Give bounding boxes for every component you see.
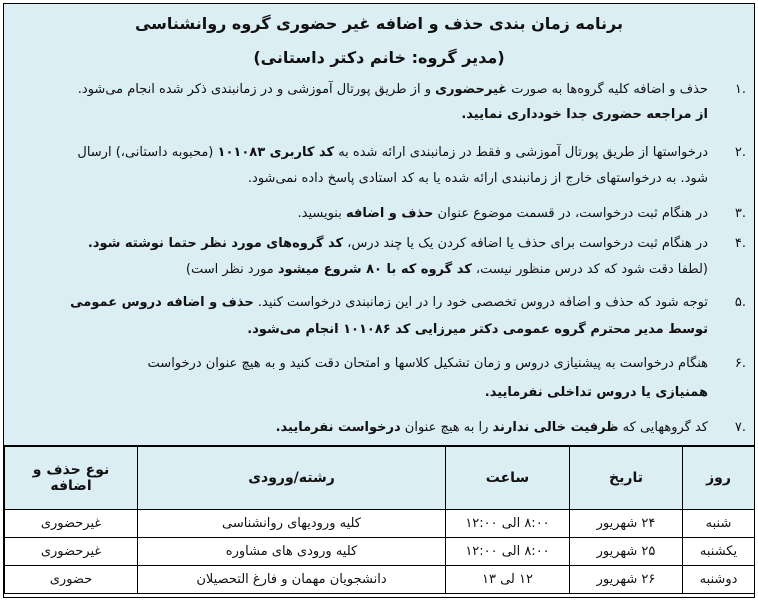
cell-major: کلیه ورودیهای روانشناسی <box>138 510 446 538</box>
header-date: تاریخ <box>570 447 683 510</box>
item-line <box>16 420 708 445</box>
cell-type: حضوری <box>5 566 138 594</box>
item-text <box>16 236 708 288</box>
instruction-item <box>16 356 746 414</box>
table-header-row <box>5 447 755 510</box>
cell-major: کلیه ورودی های مشاوره <box>138 538 446 566</box>
instruction-item <box>16 236 746 288</box>
bold-text: حذف و اضافه <box>345 206 434 221</box>
item-text <box>16 295 708 349</box>
item-line <box>16 206 708 231</box>
cell-type: غیرحضوری <box>5 538 138 566</box>
cell-date: ۲۶ شهریور <box>570 566 683 594</box>
cell-day: یکشنبه <box>683 538 755 566</box>
bold-text: توسط مدیر محترم گروه عمومی دکتر میرزایی کد ۱۰۱۰۸۶ انجام می‌شود. <box>247 322 708 337</box>
bold-text: کد گروه‌های مورد نظر حتما نوشته شود. <box>87 236 344 251</box>
item-text <box>16 82 708 132</box>
cell-time: ۱۲ لی ۱۳ <box>446 566 570 594</box>
instruction-item <box>16 295 746 349</box>
cell-type: غیرحضوری <box>5 510 138 538</box>
table-row <box>5 566 755 594</box>
plain-text: بنویسید. <box>297 206 346 221</box>
bold-text: درخواست نفرمایید. <box>275 420 401 435</box>
table-row <box>5 510 755 538</box>
cell-day: دوشنبه <box>683 566 755 594</box>
header-major: رشته/ورودی <box>138 447 446 510</box>
plain-text: توجه شود که حذف و اضافه دروس تخصصی خود را در این زمانبندی درخواست کنید. <box>253 295 708 310</box>
item-text <box>16 206 708 231</box>
item-line <box>16 295 708 322</box>
item-line <box>16 262 708 288</box>
item-text <box>16 420 708 445</box>
table-row <box>5 538 755 566</box>
plain-text: شود. به درخواستهای خارج از زمانبندی ارائه شده یا به کد استادی پاسخ داده نمی‌شود. <box>247 171 708 186</box>
plain-text: (لطفا دقت شود که کد درس منظور نیست، <box>471 262 708 277</box>
bold-text: غیرحضوری <box>435 82 508 97</box>
item-line <box>16 385 708 414</box>
item-number: .۴ <box>734 236 746 251</box>
plain-text: را به هیچ عنوان <box>400 420 493 435</box>
bold-text: کد گروه که با ۸۰ شروع میشود <box>277 262 472 277</box>
instruction-item <box>16 145 746 197</box>
item-line <box>16 145 708 171</box>
notice-box <box>4 4 754 446</box>
bold-text: همنیازی یا دروس تداخلی نفرمایید. <box>484 385 708 400</box>
cell-date: ۲۴ شهریور <box>570 510 683 538</box>
cell-date: ۲۵ شهریور <box>570 538 683 566</box>
header-type: نوع حذف و اضافه <box>5 447 138 510</box>
item-line <box>16 322 708 349</box>
item-text <box>16 356 708 414</box>
bold-text: کد کاربری ۱۰۱۰۸۳ <box>217 145 335 160</box>
bold-text: حذف و اضافه دروس عمومی <box>70 295 254 310</box>
item-number: .۱ <box>734 82 746 97</box>
item-number: .۷ <box>734 420 746 435</box>
bold-text: ظرفیت خالی ندارند <box>492 420 619 435</box>
instruction-item <box>16 82 746 132</box>
header-day: روز <box>683 447 755 510</box>
cell-major: دانشجویان مهمان و فارغ التحصیلان <box>138 566 446 594</box>
bold-text: از مراجعه حضوری جدا خودداری نمایید. <box>461 107 708 122</box>
plain-text: کد گروههایی که <box>618 420 708 435</box>
item-number: .۶ <box>734 356 746 371</box>
plain-text: هنگام درخواست به پیشنیازی دروس و زمان تشکیل کلاسها و امتحان دقت کنید و به هیچ عنوان درخواست <box>147 356 708 371</box>
item-number: .۵ <box>734 295 746 310</box>
plain-text: (محبوبه داستانی،) ارسال <box>77 145 218 160</box>
item-line <box>16 107 708 132</box>
instruction-item <box>16 420 746 445</box>
instruction-item <box>16 206 746 231</box>
document-subtitle: (مدیر گروه: خانم دکتر داستانی) <box>253 48 505 67</box>
plain-text: مورد نظر است) <box>185 262 278 277</box>
document-title: برنامه زمان بندی حذف و اضافه غیر حضوری گروه روانشناسی <box>134 14 624 33</box>
item-number: .۳ <box>734 206 746 221</box>
plain-text: و از طریق پورتال آموزشی و در زمانبندی ذکر شده انجام می‌شود. <box>77 82 436 97</box>
item-line <box>16 171 708 197</box>
item-line <box>16 236 708 262</box>
plain-text: در هنگام ثبت درخواست، در قسمت موضوع عنوان <box>433 206 708 221</box>
cell-time: ۸:۰۰ الی ۱۲:۰۰ <box>446 510 570 538</box>
plain-text: در هنگام ثبت درخواست برای حذف یا اضافه کردن یک یا چند درس، <box>343 236 708 251</box>
item-text <box>16 145 708 197</box>
header-time: ساعت <box>446 447 570 510</box>
schedule-document <box>3 3 755 598</box>
plain-text: حذف و اضافه کلیه گروه‌ها به صورت <box>507 82 708 97</box>
item-line <box>16 82 708 107</box>
cell-time: ۸:۰۰ الی ۱۲:۰۰ <box>446 538 570 566</box>
cell-day: شنبه <box>683 510 755 538</box>
item-number: .۲ <box>734 145 746 160</box>
item-line <box>16 356 708 385</box>
plain-text: درخواستها از طریق پورتال آموزشی و فقط در زمانبندی ارائه شده به <box>334 145 708 160</box>
schedule-table <box>4 446 755 594</box>
